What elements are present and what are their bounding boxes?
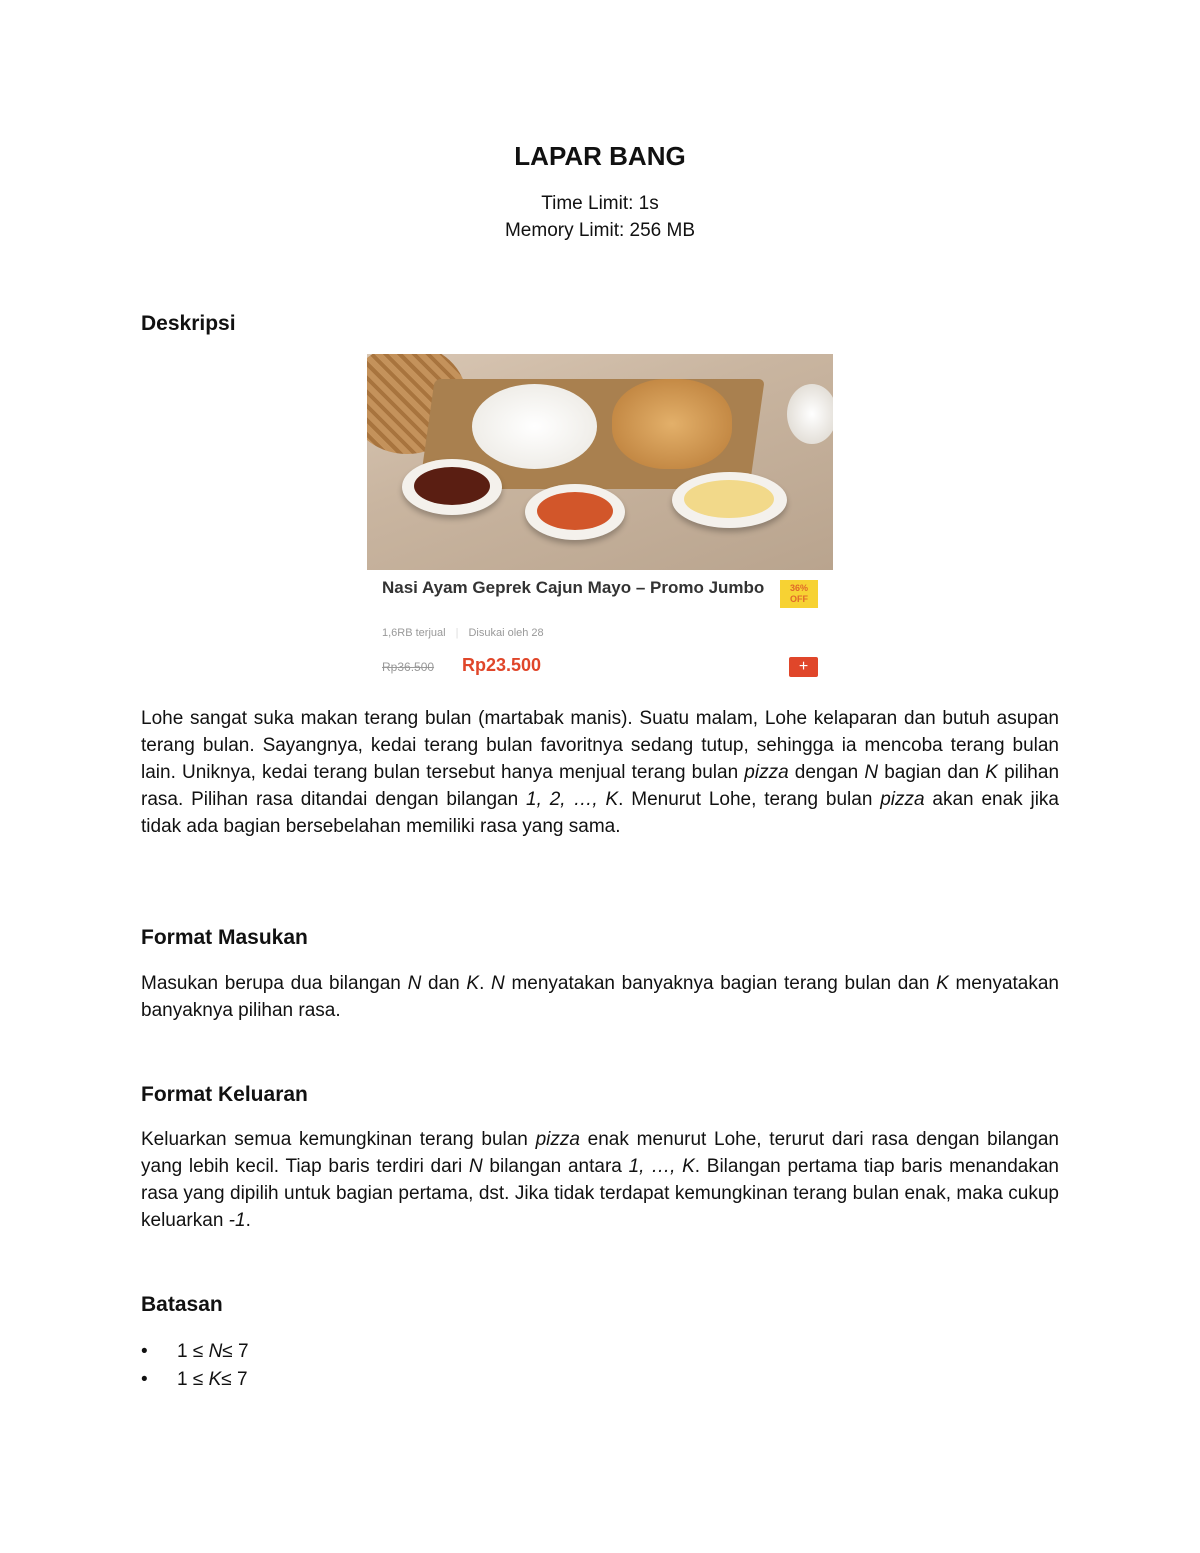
text: . Menurut Lohe, terang bulan [618, 789, 881, 810]
text: menyatakan banyaknya pilihan rasa. [141, 973, 1059, 1021]
deskripsi-paragraph [141, 705, 1059, 840]
sambal-bowl [525, 484, 625, 540]
heading-deskripsi: Deskripsi [141, 312, 236, 335]
text: pizza [535, 1129, 580, 1150]
text: 1 ≤ [177, 1369, 209, 1390]
memory-limit: Memory Limit: 256 MB [504, 220, 696, 241]
sequence: 1, …, K [628, 1156, 695, 1177]
var-k: K [985, 762, 998, 783]
text: Keluarkan semua kemungkinan terang bulan [141, 1129, 536, 1150]
minus-one: -1 [228, 1210, 246, 1231]
text: enak menurut Lohe, terurut dari rasa dengan bilangan yang lebih kecil. Tiap baris terdiri dari [141, 1129, 1059, 1177]
text: . Bilangan pertama tiap baris menandakan rasa yang dipilih untuk bagian pertama, dst. Jika tidak terdapat kemungkinan terang bulan enak, maka cukup keluarkan [141, 1156, 1059, 1231]
constraint-item [141, 1366, 249, 1394]
var-k: K [466, 973, 480, 994]
var-n: N [208, 1341, 223, 1362]
add-button[interactable]: + [789, 657, 818, 677]
discount-badge: 36% OFF [780, 580, 818, 608]
text: . [479, 973, 492, 994]
constraint-item [141, 1338, 249, 1366]
rice [472, 384, 597, 469]
text: Lohe sangat suka makan terang bulan (martabak manis). Suatu malam, Lohe kelaparan dan butuh asupan terang bulan. Sayangnya, kedai terang bulan favoritnya sedang tutup, sehingga ia mencoba terang bulan lain. Uniknya, kedai terang bulan tersebut hanya menjual terang bulan [141, 708, 1059, 783]
text: dengan [788, 762, 865, 783]
heading-batasan: Batasan [141, 1293, 223, 1316]
liked-count: Disukai oleh 28 [468, 627, 544, 639]
text: pizza [880, 789, 925, 810]
var-n: N [491, 973, 505, 994]
garlic [787, 384, 833, 444]
sequence: 1, 2, …, K [526, 789, 619, 810]
text: menyatakan banyaknya bagian terang bulan dan [504, 973, 937, 994]
var-n: N [407, 973, 422, 994]
text: pilihan rasa. Pilihan rasa ditandai dengan bilangan [141, 762, 1060, 810]
mayo-bowl [672, 472, 787, 528]
text: dan [421, 973, 467, 994]
text: pizza [744, 762, 789, 783]
masukan-paragraph [141, 970, 1059, 1024]
constraints-list [141, 1338, 249, 1394]
var-k: K [208, 1369, 222, 1390]
sold-count: 1,6RB terjual [382, 627, 446, 639]
new-price: Rp23.500 [462, 655, 542, 675]
text: 1 ≤ [177, 1341, 209, 1362]
food-photo [367, 354, 833, 570]
text: Masukan berupa dua bilangan [141, 973, 408, 994]
sauce-bowl [402, 459, 502, 515]
product-name: Nasi Ayam Geprek Cajun Mayo – Promo Jumbo [382, 578, 765, 597]
text: bilangan antara [482, 1156, 629, 1177]
text: bagian dan [878, 762, 986, 783]
problem-title: LAPAR BANG [514, 141, 686, 171]
var-n: N [468, 1156, 483, 1177]
heading-format-keluaran: Format Keluaran [141, 1083, 308, 1106]
product-stats: 1,6RB terjual | Disukai oleh 28 [382, 627, 544, 639]
product-card [367, 570, 833, 685]
time-limit: Time Limit: 1s [541, 193, 659, 214]
heading-format-masukan: Format Masukan [141, 926, 308, 949]
var-n: N [864, 762, 879, 783]
text: akan enak jika tidak ada bagian bersebelahan memiliki rasa yang sama. [141, 789, 1059, 837]
var-k: K [936, 973, 949, 994]
text: ≤ 7 [221, 1369, 248, 1390]
text: . [245, 1210, 251, 1231]
keluaran-paragraph [141, 1126, 1059, 1234]
text: ≤ 7 [222, 1341, 249, 1362]
old-price: Rp36.500 [382, 660, 435, 674]
fried-chicken [612, 379, 732, 469]
